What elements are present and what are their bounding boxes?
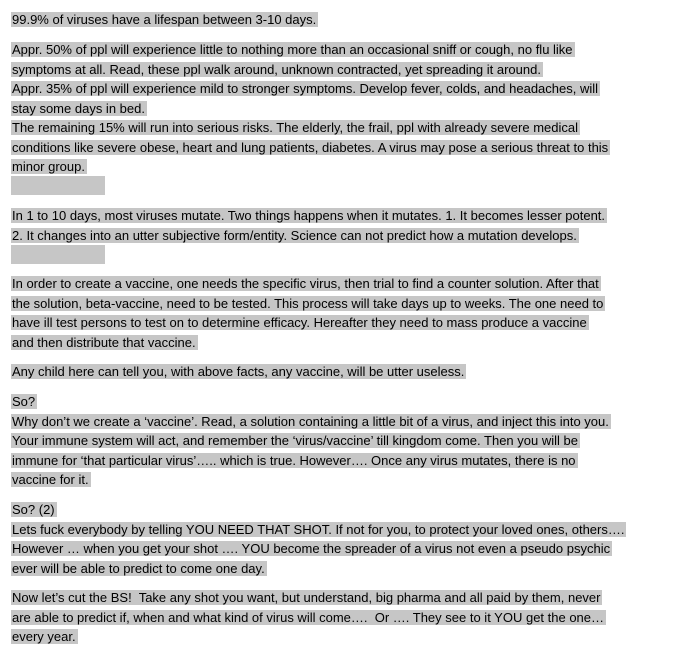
doc-line: So? (12, 394, 36, 409)
highlighted-blank-line (11, 176, 105, 195)
doc-line: have ill test persons to test on to determine efficacy. Hereafter they need to mass produce a vaccine (12, 315, 587, 330)
doc-line: Your immune system will act, and remember the ‘virus/vaccine’ till kingdom come. Then you will be (12, 433, 578, 448)
doc-line: Appr. 50% of ppl will experience little to nothing more than an occasional sniff or cough, no flu like (12, 42, 573, 57)
doc-line: The remaining 15% will run into serious risks. The elderly, the frail, ppl with already severe medical (12, 120, 578, 135)
doc-line: Appr. 35% of ppl will experience mild to stronger symptoms. Develop fever, colds, and headaches, will (12, 81, 599, 96)
doc-line: In order to create a vaccine, one needs the specific virus, then trial to find a counter solution. After that (12, 276, 599, 291)
doc-line: Why don’t we create a ‘vaccine’. Read, a solution containing a little bit of a virus, and inject this into you. (12, 414, 609, 429)
doc-line: vaccine for it. (12, 472, 89, 487)
doc-line: minor group. (12, 159, 85, 174)
doc-line: symptoms at all. Read, these ppl walk around, unknown contracted, yet spreading it around. (12, 62, 541, 77)
doc-line: ever will be able to predict to come one day. (12, 561, 265, 576)
doc-line: In 1 to 10 days, most viruses mutate. Two things happens when it mutates. 1. It becomes lesser potent. (12, 208, 606, 223)
doc-line: Now let’s cut the BS! Take any shot you want, but understand, big pharma and all paid by them, never (12, 590, 601, 605)
doc-line: So? (2) (12, 502, 55, 517)
doc-line: Any child here can tell you, with above facts, any vaccine, will be utter useless. (12, 364, 465, 379)
doc-line: stay some days in bed. (12, 101, 145, 116)
doc-line: However … when you get your shot …. YOU become the spreader of a virus not even a pseudo psychic (12, 541, 611, 556)
doc-line: and then distribute that vaccine. (12, 335, 196, 350)
doc-line: the solution, beta-vaccine, need to be tested. This process will take days up to weeks. The one need to (12, 296, 604, 311)
doc-line: 2. It changes into an utter subjective form/entity. Science can not predict how a mutation develops. (12, 228, 577, 243)
highlighted-blank-line (11, 245, 105, 264)
doc-line: Lets fuck everybody by telling YOU NEED THAT SHOT. If not for you, to protect your loved ones, others…. (12, 522, 625, 537)
doc-line: conditions like severe obese, heart and lung patients, diabetes. A virus may pose a serious threat to this (12, 140, 609, 155)
doc-line: every year. (12, 629, 76, 644)
doc-line: 99.9% of viruses have a lifespan between 3-10 days. (12, 12, 317, 27)
doc-line: immune for ‘that particular virus’….. which is true. However…. Once any virus mutates, there is no (12, 453, 576, 468)
doc-line: are able to predict if, when and what kind of virus will come…. Or …. They see to it YOU get the one… (12, 610, 605, 625)
